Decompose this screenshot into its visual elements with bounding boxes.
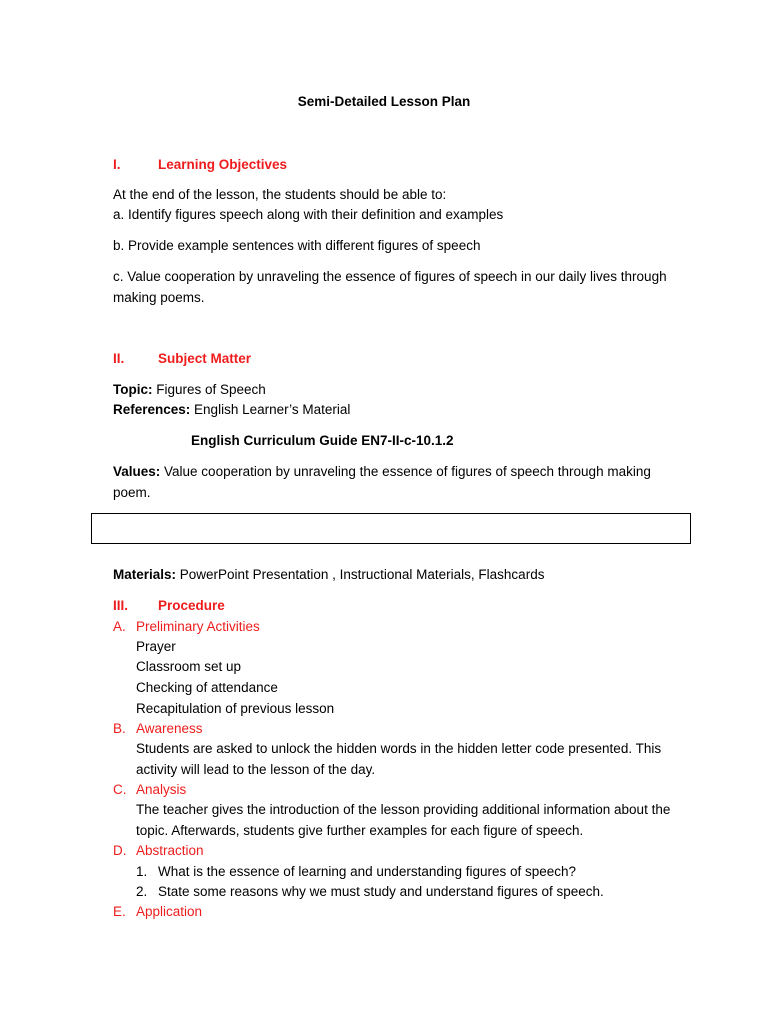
list-item: Prayer [136, 639, 176, 654]
list-item: Classroom set up [136, 659, 242, 674]
awareness-text: Students are asked to unlock the hidden words in the hidden letter code presented. This activity will lead to the lesson of the day. [136, 741, 662, 777]
section-number: I. [113, 157, 121, 172]
list-item: Checking of attendance [136, 680, 278, 695]
procedure-letter-a: A. [113, 619, 126, 634]
objectives-intro: At the end of the lesson, the students should be able to: [113, 187, 447, 202]
references-value: English Learner’s Material [190, 402, 351, 417]
list-item: Recapitulation of previous lesson [136, 701, 335, 716]
objective-c: c. Value cooperation by unraveling the essence of figures of speech in our daily lives through making poems. [113, 269, 667, 305]
topic-label: Topic: [113, 382, 153, 397]
materials-value: PowerPoint Presentation , Instructional Materials, Flashcards [176, 567, 545, 582]
empty-text-box [91, 513, 691, 544]
procedure-letter-c: C. [113, 782, 127, 797]
section-heading: Subject Matter [158, 351, 252, 366]
section-heading: Procedure [158, 598, 225, 613]
application-label: Application [136, 904, 203, 919]
materials-label: Materials: [113, 567, 177, 582]
procedure-letter-b: B. [113, 721, 126, 736]
list-number: 2. [136, 884, 148, 899]
values-value: Value cooperation by unraveling the essence of figures of speech through making poem. [113, 464, 651, 500]
procedure-letter-e: E. [113, 904, 126, 919]
curriculum-guide: English Curriculum Guide EN7-II-c-10.1.2 [191, 433, 454, 448]
references-line [113, 400, 350, 421]
page-title: Semi-Detailed Lesson Plan [297, 94, 471, 109]
objective-a: a. Identify figures speech along with their definition and examples [113, 207, 504, 222]
awareness-label: Awareness [136, 721, 203, 736]
section-number: II. [113, 351, 125, 366]
values-label: Values: [113, 464, 161, 479]
preliminary-activities-label: Preliminary Activities [136, 619, 260, 634]
list-item: State some reasons why we must study and understand figures of speech. [158, 884, 604, 899]
values-line [113, 462, 673, 503]
procedure-letter-d: D. [113, 843, 127, 858]
list-number: 1. [136, 864, 148, 879]
analysis-text: The teacher gives the introduction of the lesson providing additional information about the topic. Afterwards, students give further examples for each figure of speech. [136, 802, 671, 838]
analysis-label: Analysis [136, 782, 187, 797]
topic-value: Figures of Speech [152, 382, 266, 397]
section-number: III. [113, 598, 129, 613]
topic-line [113, 380, 266, 401]
materials-line [113, 565, 544, 586]
references-label: References: [113, 402, 191, 417]
list-item: What is the essence of learning and understanding figures of speech? [158, 864, 577, 879]
section-heading: Learning Objectives [158, 157, 288, 172]
objective-b: b. Provide example sentences with different figures of speech [113, 238, 481, 253]
abstraction-label: Abstraction [136, 843, 204, 858]
